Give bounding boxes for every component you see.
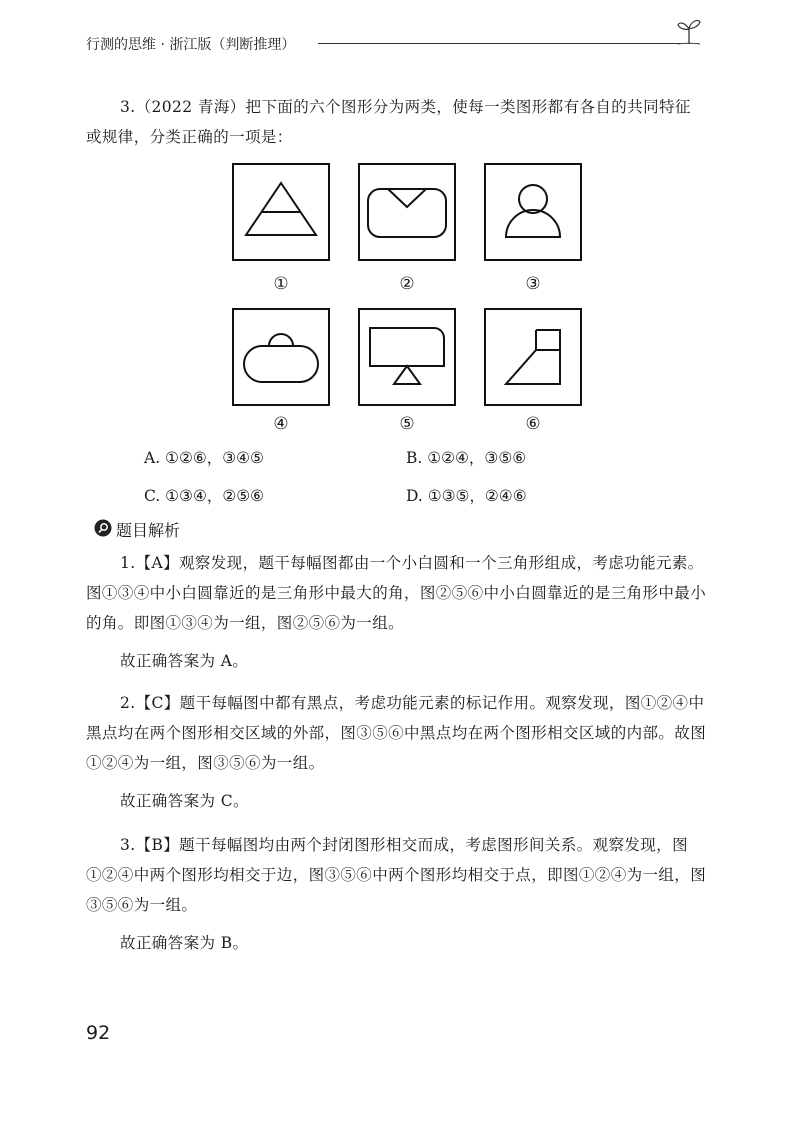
header-rule (318, 43, 680, 44)
analysis-2-text: 2.【C】题干每幅图中都有黑点，考虑功能元素的标记作用。观察发现，图①②④中黑点均在两个图形相交区域的外部，图③⑤⑥中黑点均在两个图形相交区域的内部。故图①②④为一组，图③⑤⑥为一组。 (86, 694, 707, 772)
figure-3 (484, 163, 582, 261)
analysis-3 (86, 830, 712, 958)
header-title: 行测的思维 · 浙江版（判断推理） (86, 37, 296, 53)
question-text (86, 92, 712, 152)
figure-1 (232, 163, 330, 261)
figure-4-label: ④ (273, 414, 289, 434)
option-a[interactable]: A. ①②⑥，③④⑤ (144, 449, 264, 467)
analysis-3-conclusion: 故正确答案为 B。 (120, 934, 249, 952)
figure-2-label: ② (399, 274, 415, 294)
section-title: 题目解析 (116, 521, 181, 540)
figure-6-label: ⑥ (525, 414, 541, 434)
figure-5 (358, 308, 456, 406)
running-header (86, 30, 706, 60)
figure-1-label: ① (273, 274, 289, 294)
figure-3-label: ③ (525, 274, 541, 294)
question-line-1: 3.（2022 青海）把下面的六个图形分为两类，使每一类图形都有各自的共同特征 (120, 98, 691, 116)
option-d[interactable]: D. ①③⑤，②④⑥ (406, 487, 527, 505)
analysis-2-conclusion: 故正确答案为 C。 (120, 792, 249, 810)
page-number: 92 (86, 1022, 111, 1044)
analysis-3-text: 3.【B】题干每幅图均由两个封闭图形相交而成，考虑图形间关系。观察发现，图①②④中两个图形均相交于边，图③⑤⑥中两个图形均相交于点，即图①②④为一组，图③⑤⑥为一组。 (86, 836, 707, 914)
figure-6 (484, 308, 582, 406)
figure-4 (232, 308, 330, 406)
magnifier-icon (94, 519, 112, 537)
analysis-1-conclusion: 故正确答案为 A。 (120, 652, 249, 670)
option-c[interactable]: C. ①③④，②⑤⑥ (144, 487, 265, 505)
figure-5-label: ⑤ (399, 414, 415, 434)
analysis-1 (86, 548, 712, 676)
analysis-2 (86, 688, 712, 816)
figure-2 (358, 163, 456, 261)
analysis-1-text: 1.【A】观察发现，题干每幅图都由一个小白圆和一个三角形组成，考虑功能元素。图①③④中小白圆靠近的是三角形中最大的角，图②⑤⑥中小白圆靠近的是三角形中最小的角。即图①③④为一组，图②⑤⑥为一组。 (86, 554, 707, 632)
question-line-2: 或规律，分类正确的一项是： (86, 128, 293, 146)
option-b[interactable]: B. ①②④，③⑤⑥ (406, 449, 527, 467)
sprout-icon (676, 16, 702, 46)
